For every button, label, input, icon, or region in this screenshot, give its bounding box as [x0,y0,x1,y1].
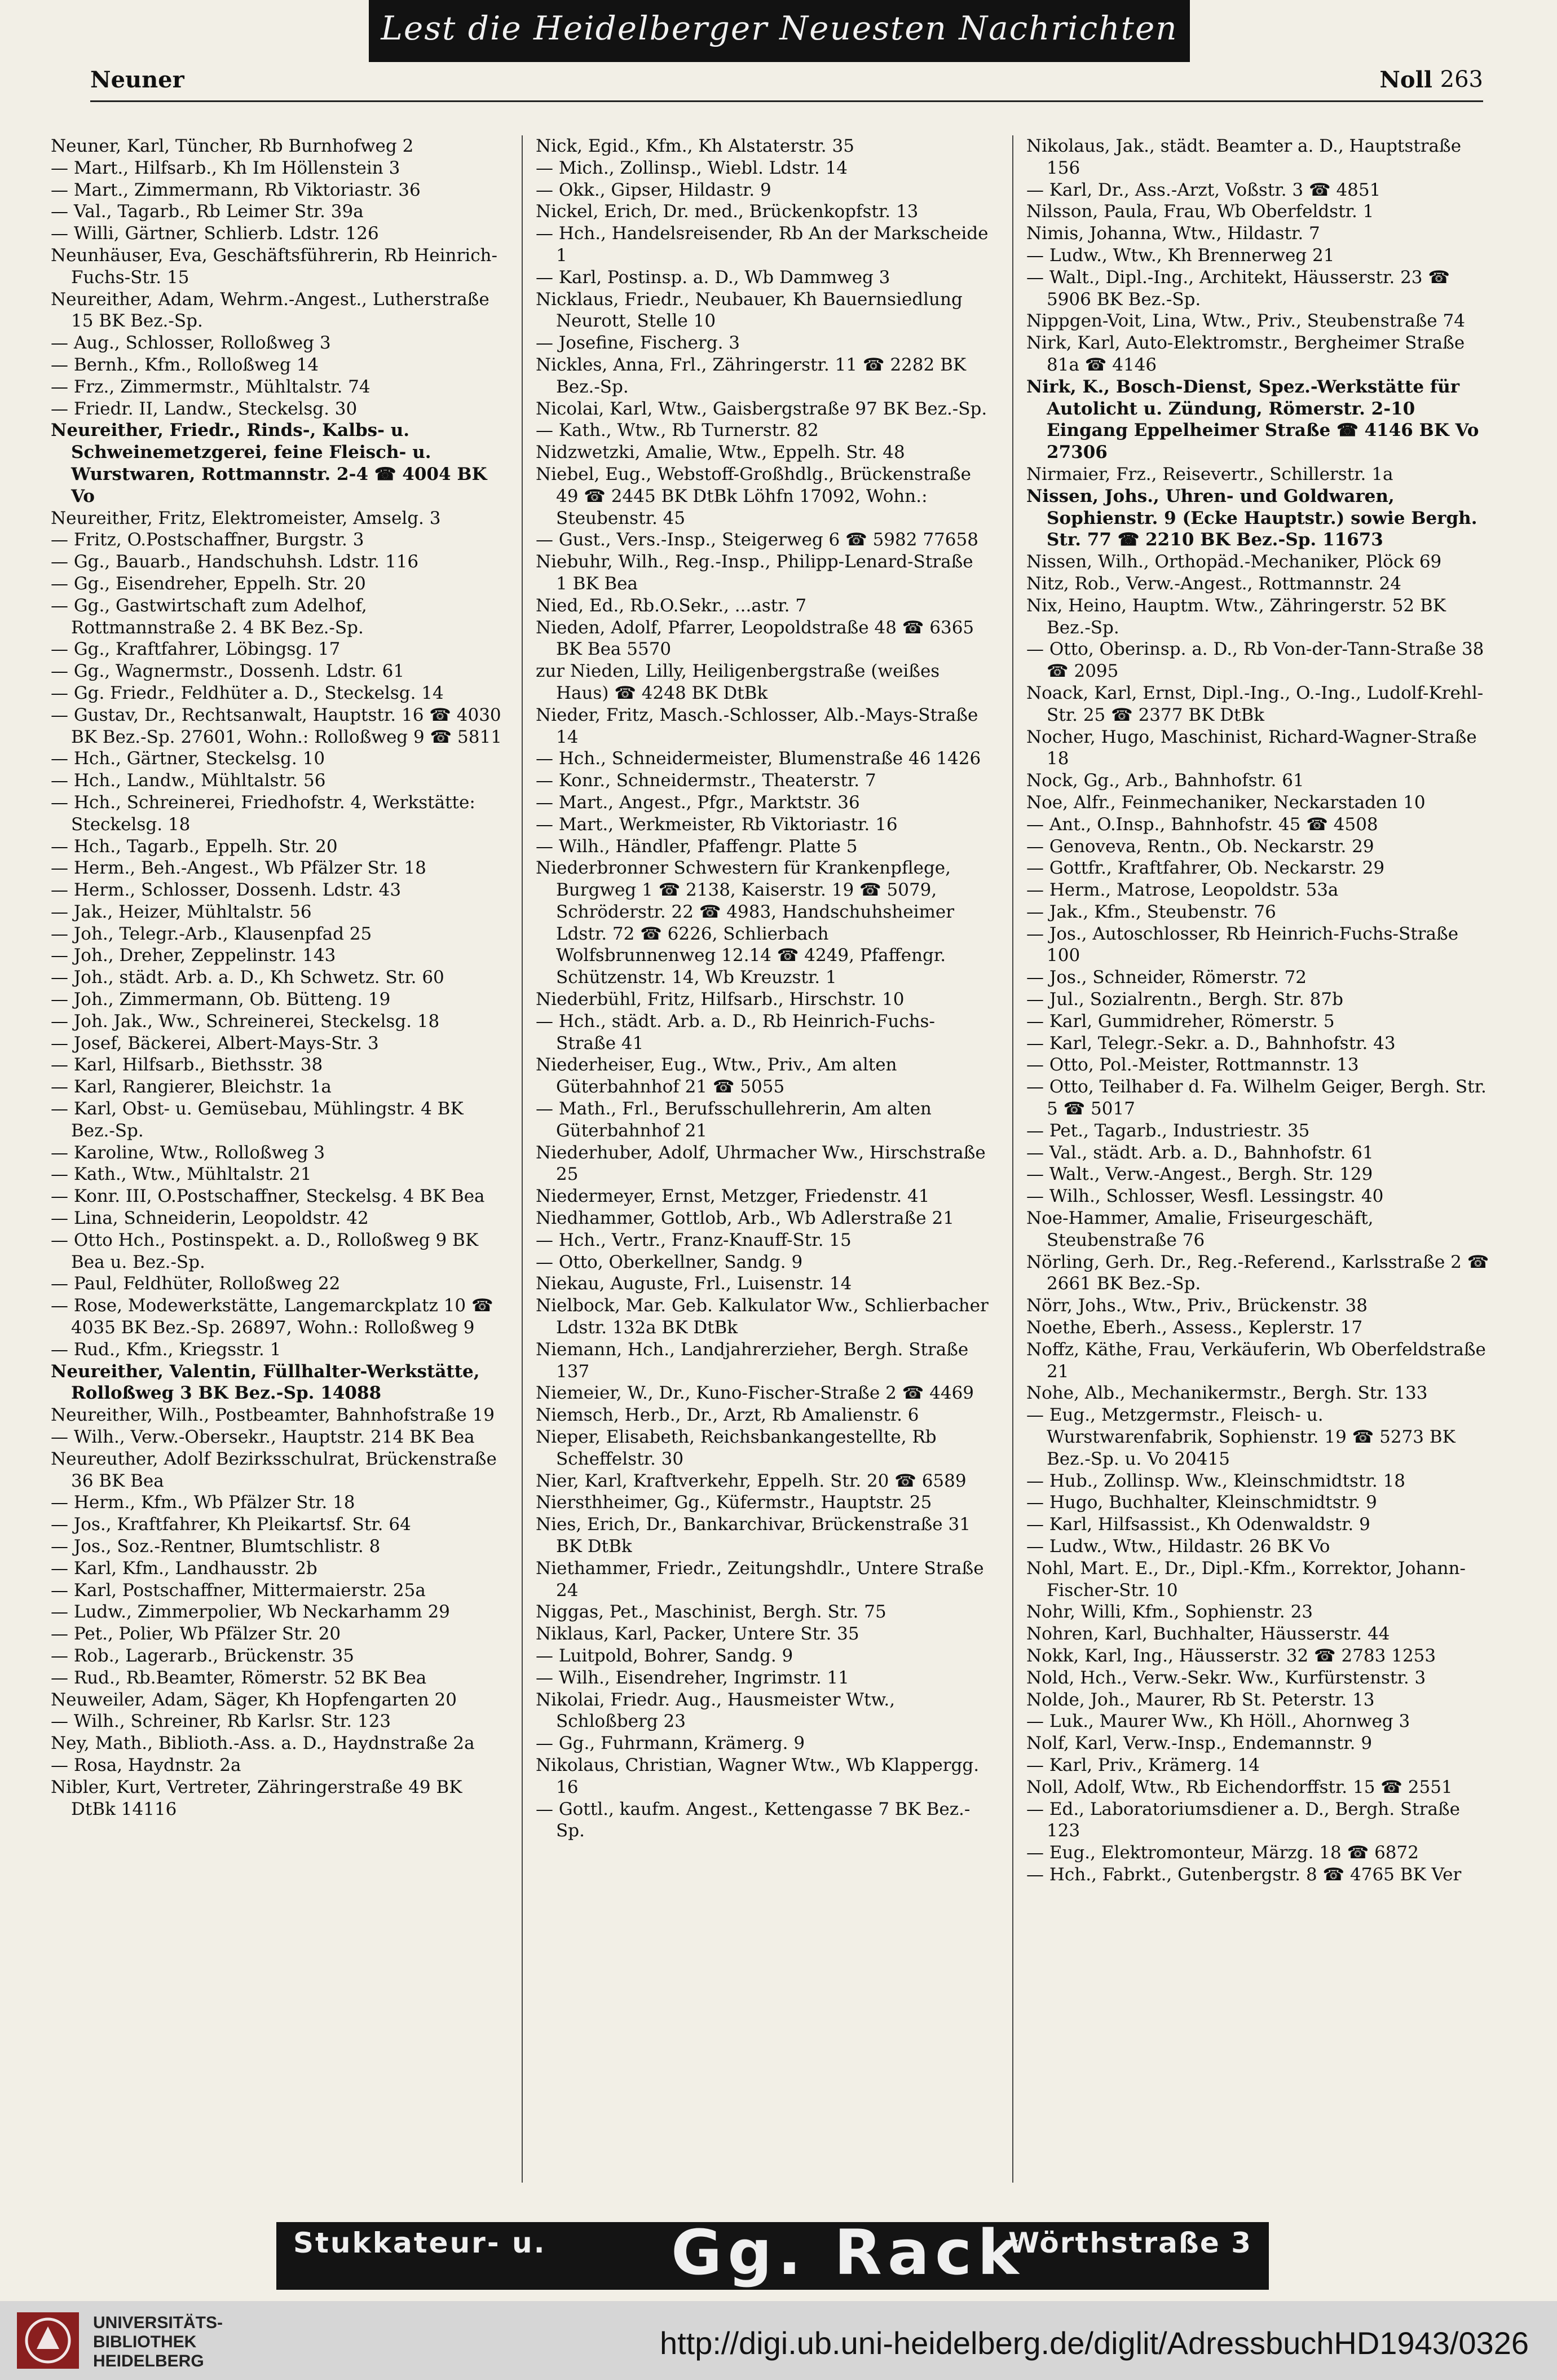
directory-entry: — Otto, Oberinsp. a. D., Rb Von-der-Tann-Straße 38 ☎ 2095 [1026,639,1484,682]
directory-entry: — Eug., Elektromonteur, Märzg. 18 ☎ 6872 [1026,1843,1419,1863]
directory-entry: — Hch., Landw., Mühltalstr. 56 [51,770,326,791]
directory-entry: — Karl, Rangierer, Bleichstr. 1a [51,1077,332,1098]
directory-entry: — Hch., Fabrkt., Gutenbergstr. 8 ☎ 4765 BK Ver [1026,1864,1462,1885]
library-name [93,2313,223,2371]
directory-entry: — Val., Tagarb., Rb Leimer Str. 39a [51,201,364,222]
directory-entry: Noffz, Käthe, Frau, Verkäuferin, Wb Oberfeldstraße 21 [1026,1339,1486,1382]
directory-entry: Nippgen-Voit, Lina, Wtw., Priv., Steubenstraße 74 [1026,311,1465,332]
directory-entry: — Herm., Kfm., Wb Pfälzer Str. 18 [51,1492,355,1513]
directory-entry: — Luk., Maurer Ww., Kh Höll., Ahornweg 3 [1026,1711,1410,1732]
page-header [90,67,1483,100]
directory-entry: Nieden, Adolf, Pfarrer, Leopoldstraße 48 ☎ 6365 BK Bea 5570 [536,617,974,660]
directory-entry: — Wilh., Schreiner, Rb Karlsr. Str. 123 [51,1711,391,1732]
directory-entry: — Luitpold, Bohrer, Sandg. 9 [536,1645,793,1666]
directory-entry: — Gg., Bauarb., Handschuhsh. Ldstr. 116 [51,552,419,572]
directory-entry: — Pet., Polier, Wb Pfälzer Str. 20 [51,1624,341,1645]
library-footer [0,2301,1557,2380]
directory-entry: Nilsson, Paula, Frau, Wb Oberfeldstr. 1 [1026,201,1374,222]
directory-entry: — Wilh., Händler, Pfaffengr. Platte 5 [536,836,858,857]
directory-entry: — Jos., Kraftfahrer, Kh Pleikartsf. Str. 64 [51,1514,411,1535]
directory-entry: — Karl, Hilfsassist., Kh Odenwaldstr. 9 [1026,1514,1370,1535]
directory-entry: Nolde, Joh., Maurer, Rb St. Peterstr. 13 [1026,1689,1375,1710]
directory-entry: — Ludw., Wtw., Hildastr. 26 BK Vo [1026,1536,1330,1557]
directory-entry: — Val., städt. Arb. a. D., Bahnhofstr. 61 [1026,1142,1374,1163]
directory-entry: — Mart., Werkmeister, Rb Viktoriastr. 16 [536,814,898,835]
directory-entry: Neureuther, Adolf Bezirksschulrat, Brückenstraße 36 BK Bea [51,1448,497,1491]
directory-entry: — Gottl., kaufm. Angest., Kettengasse 7 BK Bez.-Sp. [536,1799,971,1841]
directory-entry: — Hch., städt. Arb. a. D., Rb Heinrich-Fuchs-Straße 41 [536,1011,935,1054]
column-divider [522,135,523,2183]
directory-entry: Niebel, Eug., Webstoff-Großhdlg., Brückenstraße 49 ☎ 2445 BK DtBk Löhfn 17092, Wohn.: Steubenstr. 45 [536,464,971,528]
directory-entry: — Karl, Postschaffner, Mittermaierstr. 25a [51,1580,426,1601]
directory-entry: — Hch., Tagarb., Eppelh. Str. 20 [51,836,338,857]
directory-entry: — Gg., Wagnermstr., Dossenh. Ldstr. 61 [51,661,405,682]
directory-entry: Nokk, Karl, Ing., Häusserstr. 32 ☎ 2783 1253 [1026,1645,1436,1666]
directory-entry: — Otto Hch., Postinspekt. a. D., Rolloßweg 9 BK Bea u. Bez.-Sp. [51,1229,478,1272]
directory-entry: — Jos., Autoschlosser, Rb Heinrich-Fuchs-Straße 100 [1026,923,1459,966]
directory-column-2 [536,135,990,2211]
directory-entry: Neureither, Wilh., Postbeamter, Bahnhofstraße 19 [51,1405,495,1426]
directory-entry: — Joh., Telegr.-Arb., Klausenpfad 25 [51,923,372,944]
directory-entry: — Pet., Tagarb., Industriestr. 35 [1026,1120,1310,1141]
directory-entry: — Math., Frl., Berufsschullehrerin, Am alten Güterbahnhof 21 [536,1099,932,1141]
directory-entry: Niethammer, Friedr., Zeitungshdlr., Untere Straße 24 [536,1558,984,1601]
directory-entry: Neuner, Karl, Tüncher, Rb Burnhofweg 2 [51,136,414,156]
directory-entry: — Hugo, Buchhalter, Kleinschmidtstr. 9 [1026,1492,1377,1513]
directory-entry: — Kath., Wtw., Mühltalstr. 21 [51,1164,312,1185]
directory-entry: Niersthheimer, Gg., Küfermstr., Hauptstr. 25 [536,1492,932,1513]
directory-entry: Noll, Adolf, Wtw., Rb Eichendorffstr. 15 ☎ 2551 [1026,1777,1453,1797]
directory-entry: Nock, Gg., Arb., Bahnhofstr. 61 [1026,770,1304,791]
directory-entry: — Herm., Beh.-Angest., Wb Pfälzer Str. 18 [51,858,426,879]
directory-entry: Noack, Karl, Ernst, Dipl.-Ing., O.-Ing., Ludolf-Krehl-Str. 25 ☎ 2377 BK DtBk [1026,682,1484,725]
directory-entry: Ney, Math., Biblioth.-Ass. a. D., Haydnstraße 2a [51,1733,475,1754]
directory-entry: Nolf, Karl, Verw.-Insp., Endemannstr. 9 [1026,1733,1373,1754]
ad-center-text: Gg. Rack [671,2216,1025,2289]
directory-entry: Nohr, Willi, Kfm., Sophienstr. 23 [1026,1602,1313,1623]
directory-entry: — Hch., Gärtner, Steckelsg. 10 [51,748,325,769]
directory-entry: — Karl, Kfm., Landhausstr. 2b [51,1558,317,1579]
directory-entry: Nirk, K., Bosch-Dienst, Spez.-Werkstätte für Autolicht u. Zündung, Römerstr. 2-10 Eingang Eppelheimer Straße ☎ 4146 BK Vo 27306 [1026,376,1479,463]
directory-entry: — Hch., Handelsreisender, Rb An der Markscheide 1 [536,223,989,266]
directory-entry: Nix, Heino, Hauptm. Wtw., Zähringerstr. 52 BK Bez.-Sp. [1026,595,1446,638]
directory-entry: — Friedr. II, Landw., Steckelsg. 30 [51,398,358,419]
directory-entry: zur Nieden, Lilly, Heiligenbergstraße (weißes Haus) ☎ 4248 BK DtBk [536,661,940,703]
directory-entry: — Jul., Sozialrentn., Bergh. Str. 87b [1026,989,1343,1010]
directory-entry: Nohe, Alb., Mechanikermstr., Bergh. Str. 133 [1026,1383,1428,1404]
column-divider [1012,135,1013,2183]
directory-entry: Niemeier, W., Dr., Kuno-Fischer-Straße 2 ☎ 4469 [536,1383,974,1404]
directory-entry: — Gg., Gastwirtschaft zum Adelhof, Rottmannstraße 2. 4 BK Bez.-Sp. [51,595,367,638]
directory-entry: Niedermeyer, Ernst, Metzger, Friedenstr. 41 [536,1186,930,1207]
directory-entry: — Ed., Laboratoriumsdiener a. D., Bergh. Straße 123 [1026,1799,1460,1841]
directory-entry: Neunhäuser, Eva, Geschäftsführerin, Rb Heinrich-Fuchs-Str. 15 [51,245,497,288]
directory-entry: — Karl, Telegr.-Sekr. a. D., Bahnhofstr. 43 [1026,1033,1396,1054]
directory-entry: — Bernh., Kfm., Rolloßweg 14 [51,354,319,375]
directory-column-1 [51,135,505,2211]
directory-entry: — Eug., Metzgermstr., Fleisch- u. Wurstwarenfabrik, Sophienstr. 19 ☎ 5273 BK Bez.-Sp. u. Vo 20415 [1026,1405,1455,1469]
directory-entry: Neureither, Valentin, Füllhalter-Werkstätte, Rolloßweg 3 BK Bez.-Sp. 14088 [51,1361,480,1404]
directory-entry: Niemann, Hch., Landjahrerzieher, Bergh. Straße 137 [536,1339,969,1382]
directory-entry: — Lina, Schneiderin, Leopoldstr. 42 [51,1208,369,1229]
header-left-name: Neuner [90,67,184,93]
directory-entry: Nörr, Johs., Wtw., Priv., Brückenstr. 38 [1026,1295,1368,1316]
directory-entry: — Genoveva, Rentn., Ob. Neckarstr. 29 [1026,836,1374,857]
source-url-link[interactable]: http://digi.ub.uni-heidelberg.de/diglit/AdressbuchHD1943/0326 [659,2325,1529,2361]
page-number: 263 [1440,67,1483,92]
directory-entry: Nick, Egid., Kfm., Kh Alstaterstr. 35 [536,136,854,156]
directory-entry: Nieper, Elisabeth, Reichsbankangestellte, Rb Scheffelstr. 30 [536,1427,937,1469]
directory-entry: — Rose, Modewerkstätte, Langemarckplatz 10 ☎ 4035 BK Bez.-Sp. 26897, Wohn.: Rolloßweg 9 [51,1295,493,1338]
directory-entry: Nibler, Kurt, Vertreter, Zähringerstraße 49 BK DtBk 14116 [51,1777,462,1819]
directory-entry: — Rosa, Haydnstr. 2a [51,1755,241,1775]
directory-entry: — Joh., städt. Arb. a. D., Kh Schwetz. Str. 60 [51,967,444,988]
directory-entry: Noethe, Eberh., Assess., Keplerstr. 17 [1026,1317,1363,1338]
directory-entry: Neureither, Friedr., Rinds-, Kalbs- u. Schweinemetzgerei, feine Fleisch- u. Wurstwaren, Rottmannstr. 2-4 ☎ 4004 BK Vo [51,420,487,506]
directory-entry: Nissen, Wilh., Orthopäd.-Mechaniker, Plöck 69 [1026,552,1442,572]
directory-entry: — Hch., Vertr., Franz-Knauff-Str. 15 [536,1229,852,1250]
directory-entry: Niggas, Pet., Maschinist, Bergh. Str. 75 [536,1602,886,1623]
directory-entry: — Joh. Jak., Ww., Schreinerei, Steckelsg. 18 [51,1011,440,1032]
directory-entry: Neuweiler, Adam, Säger, Kh Hopfengarten 20 [51,1689,457,1710]
directory-entry: — Hch., Schreinerei, Friedhofstr. 4, Werkstätte: Steckelsg. 18 [51,792,475,835]
directory-entry: Niederbronner Schwestern für Krankenpflege, Burgweg 1 ☎ 2138, Kaiserstr. 19 ☎ 5079, Schröderstr. 22 ☎ 4983, Handschuhsheimer Ldstr. 72 ☎ 6226, Schlierbach Wolfsbrunnenweg 12.14 ☎ 4249, Pfaffengr. Schützenstr. 14, Wb Kreuzstr. 1 [536,858,955,988]
directory-entry: Nickles, Anna, Frl., Zähringerstr. 11 ☎ 2282 BK Bez.-Sp. [536,354,967,397]
directory-entry: Nies, Erich, Dr., Bankarchivar, Brückenstraße 31 BK DtBk [536,1514,971,1557]
directory-entry: — Karl, Hilfsarb., Biethsstr. 38 [51,1055,323,1076]
directory-column-3 [1026,135,1494,2211]
directory-entry: — Wilh., Schlosser, Wesfl. Lessingstr. 40 [1026,1186,1384,1207]
directory-entry: — Karl, Gummidreher, Römerstr. 5 [1026,1011,1335,1032]
directory-entry: Nimis, Johanna, Wtw., Hildastr. 7 [1026,223,1320,244]
directory-entry: — Konr. III, O.Postschaffner, Steckelsg. 4 BK Bea [51,1186,485,1207]
directory-entry: Nikolaus, Christian, Wagner Wtw., Wb Klappergg. 16 [536,1755,980,1797]
directory-entry: Neureither, Adam, Wehrm.-Angest., Lutherstraße 15 BK Bez.-Sp. [51,289,489,332]
directory-entry: — Okk., Gipser, Hildastr. 9 [536,179,771,200]
directory-entry: — Hub., Zollinsp. Ww., Kleinschmidtstr. 18 [1026,1470,1405,1491]
directory-entry: — Rob., Lagerarb., Brückenstr. 35 [51,1645,355,1666]
directory-entry: Niederbühl, Fritz, Hilfsarb., Hirschstr. 10 [536,989,905,1010]
directory-entry: — Frz., Zimmermstr., Mühltalstr. 74 [51,376,370,397]
directory-entry: — Gg., Kraftfahrer, Löbingsg. 17 [51,639,341,660]
directory-entry: — Gottfr., Kraftfahrer, Ob. Neckarstr. 29 [1026,858,1385,879]
directory-entry: — Wilh., Eisendreher, Ingrimstr. 11 [536,1667,849,1688]
directory-entry: Nied, Ed., Rb.O.Sekr., ...astr. 7 [536,595,807,616]
directory-entry: — Rud., Rb.Beamter, Römerstr. 52 BK Bea [51,1667,427,1688]
newspaper-banner: Lest die Heidelberger Neuesten Nachrichten [369,0,1190,62]
directory-entry: — Paul, Feldhüter, Rolloßweg 22 [51,1273,341,1294]
library-name-line: UNIVERSITÄTS- [93,2313,223,2332]
directory-entry: Nohren, Karl, Buchhalter, Häusserstr. 44 [1026,1624,1390,1645]
directory-entry: — Jak., Heizer, Mühltalstr. 56 [51,901,312,922]
directory-entry: Niederheiser, Eug., Wtw., Priv., Am alten Güterbahnhof 21 ☎ 5055 [536,1055,897,1098]
directory-entry: Nikolaus, Jak., städt. Beamter a. D., Hauptstraße 156 [1026,136,1462,178]
directory-entry: Nirk, Karl, Auto-Elektromstr., Bergheimer Straße 81a ☎ 4146 [1026,333,1465,375]
directory-entry: Niebuhr, Wilh., Reg.-Insp., Philipp-Lenard-Straße 1 BK Bea [536,552,973,594]
directory-entry: — Ludw., Wtw., Kh Brennerweg 21 [1026,245,1335,266]
directory-entry: — Gg. Friedr., Feldhüter a. D., Steckelsg. 14 [51,682,444,703]
directory-entry: — Josef, Bäckerei, Albert-Mays-Str. 3 [51,1033,379,1054]
advertisement-banner [276,2216,1269,2290]
directory-entry: Nirmaier, Frz., Reisevertr., Schillerstr. 1a [1026,464,1393,484]
directory-entry: — Karl, Obst- u. Gemüsebau, Mühlingstr. 4 BK Bez.-Sp. [51,1099,464,1141]
directory-entry: — Mich., Zollinsp., Wiebl. Ldstr. 14 [536,157,848,178]
directory-entry: — Mart., Zimmermann, Rb Viktoriastr. 36 [51,179,421,200]
directory-entry: — Joh., Zimmermann, Ob. Bütteng. 19 [51,989,391,1010]
directory-entry: — Otto, Pol.-Meister, Rottmannstr. 13 [1026,1055,1359,1076]
directory-entry: Neureither, Fritz, Elektromeister, Amselg. 3 [51,508,441,528]
directory-entry: — Otto, Oberkellner, Sandg. 9 [536,1251,803,1272]
directory-entry: Niederhuber, Adolf, Uhrmacher Ww., Hirschstraße 25 [536,1142,986,1185]
directory-entry: — Aug., Schlosser, Rolloßweg 3 [51,333,331,354]
directory-entry: — Gustav, Dr., Rechtsanwalt, Hauptstr. 16 ☎ 4030 BK Bez.-Sp. 27601, Wohn.: Rolloßweg 9 ☎ 5811 [51,704,502,747]
directory-entry: — Ant., O.Insp., Bahnhofstr. 45 ☎ 4508 [1026,814,1378,835]
directory-entry: Noe, Alfr., Feinmechaniker, Neckarstaden 10 [1026,792,1426,813]
directory-entry: Nier, Karl, Kraftverkehr, Eppelh. Str. 20 ☎ 6589 [536,1470,967,1491]
directory-entry: — Mart., Angest., Pfgr., Marktstr. 36 [536,792,860,813]
directory-entry: Nidzwetzki, Amalie, Wtw., Eppelh. Str. 48 [536,442,905,463]
directory-entry: Nikolai, Friedr. Aug., Hausmeister Wtw., Schloßberg 23 [536,1689,896,1732]
directory-entry: — Josefine, Fischerg. 3 [536,333,740,354]
directory-entry: — Willi, Gärtner, Schlierb. Ldstr. 126 [51,223,379,244]
directory-entry: — Jos., Soz.-Rentner, Blumtschlistr. 8 [51,1536,381,1557]
directory-entry: — Gg., Eisendreher, Eppelh. Str. 20 [51,573,366,594]
directory-entry: — Kath., Wtw., Rb Turnerstr. 82 [536,420,819,441]
directory-entry: — Gust., Vers.-Insp., Steigerweg 6 ☎ 5982 77658 [536,530,978,550]
directory-entry: — Rud., Kfm., Kriegsstr. 1 [51,1339,281,1360]
directory-entry: Nitz, Rob., Verw.-Angest., Rottmannstr. 24 [1026,573,1401,594]
directory-entry: Nissen, Johs., Uhren- und Goldwaren, Sophienstr. 9 (Ecke Hauptstr.) sowie Bergh. Str. 77 ☎ 2210 BK Bez.-Sp. 11673 [1026,486,1477,550]
directory-entry: — Mart., Hilfsarb., Kh Im Höllenstein 3 [51,157,400,178]
directory-entry: Nielbock, Mar. Geb. Kalkulator Ww., Schlierbacher Ldstr. 132a BK DtBk [536,1295,989,1338]
directory-entry: Niklaus, Karl, Packer, Untere Str. 35 [536,1624,859,1645]
directory-entry: — Herm., Matrose, Leopoldstr. 53a [1026,880,1339,901]
directory-entry: — Jos., Schneider, Römerstr. 72 [1026,967,1307,988]
university-seal-logo [17,2312,79,2369]
directory-entry: Nicolai, Karl, Wtw., Gaisbergstraße 97 BK Bez.-Sp. [536,398,987,419]
directory-entry: Nickel, Erich, Dr. med., Brückenkopfstr. 13 [536,201,919,222]
directory-entry: — Jak., Kfm., Steubenstr. 76 [1026,901,1276,922]
directory-entry: Noe-Hammer, Amalie, Friseurgeschäft, Steubenstraße 76 [1026,1208,1374,1250]
directory-entry: — Karl, Postinsp. a. D., Wb Dammweg 3 [536,267,890,288]
directory-entry: — Otto, Teilhaber d. Fa. Wilhelm Geiger, Bergh. Str. 5 ☎ 5017 [1026,1077,1487,1120]
header-rule [90,100,1483,102]
directory-entry: Niekau, Auguste, Frl., Luisenstr. 14 [536,1273,852,1294]
directory-entry: — Karl, Dr., Ass.-Arzt, Voßstr. 3 ☎ 4851 [1026,179,1381,200]
directory-entry: — Walt., Verw.-Angest., Bergh. Str. 129 [1026,1164,1373,1185]
directory-entry: Nicklaus, Friedr., Neubauer, Kh Bauernsiedlung Neurott, Stelle 10 [536,289,963,332]
directory-entry: Nieder, Fritz, Masch.-Schlosser, Alb.-Mays-Straße 14 [536,704,978,747]
directory-entry: Nörling, Gerh. Dr., Reg.-Referend., Karlsstraße 2 ☎ 2661 BK Bez.-Sp. [1026,1251,1489,1294]
directory-entry: Niemsch, Herb., Dr., Arzt, Rb Amalienstr. 6 [536,1405,919,1426]
directory-entry: — Karoline, Wtw., Rolloßweg 3 [51,1142,325,1163]
directory-entry: — Konr., Schneidermstr., Theaterstr. 7 [536,770,876,791]
ad-left-text: Stukkateur- u. [293,2227,546,2259]
header-right-name: Noll [1379,67,1432,93]
library-name-line: BIBLIOTHEK [93,2333,197,2351]
directory-entry: — Joh., Dreher, Zeppelinstr. 143 [51,945,336,966]
directory-entry: Nocher, Hugo, Maschinist, Richard-Wagner-Straße 18 [1026,726,1477,769]
directory-entry: — Herm., Schlosser, Dossenh. Ldstr. 43 [51,880,402,901]
directory-entry: — Walt., Dipl.-Ing., Architekt, Häusserstr. 23 ☎ 5906 BK Bez.-Sp. [1026,267,1450,310]
directory-entry: Nold, Hch., Verw.-Sekr. Ww., Kurfürstenstr. 3 [1026,1667,1426,1688]
directory-entry: — Gg., Fuhrmann, Krämerg. 9 [536,1733,805,1754]
directory-entry: — Fritz, O.Postschaffner, Burgstr. 3 [51,530,364,550]
directory-entry: — Hch., Schneidermeister, Blumenstraße 46 1426 [536,748,981,769]
directory-entry: — Wilh., Verw.-Obersekr., Hauptstr. 214 BK Bea [51,1427,475,1448]
directory-entry: Niedhammer, Gottlob, Arb., Wb Adlerstraße 21 [536,1208,954,1229]
library-name-line: HEIDELBERG [93,2352,204,2370]
directory-entry: — Ludw., Zimmerpolier, Wb Neckarhamm 29 [51,1602,450,1623]
directory-entry: Nohl, Mart. E., Dr., Dipl.-Kfm., Korrektor, Johann-Fischer-Str. 10 [1026,1558,1466,1601]
ad-right-text: Wörthstraße 3 [1008,2227,1252,2259]
directory-entry: — Karl, Priv., Krämerg. 14 [1026,1755,1260,1775]
